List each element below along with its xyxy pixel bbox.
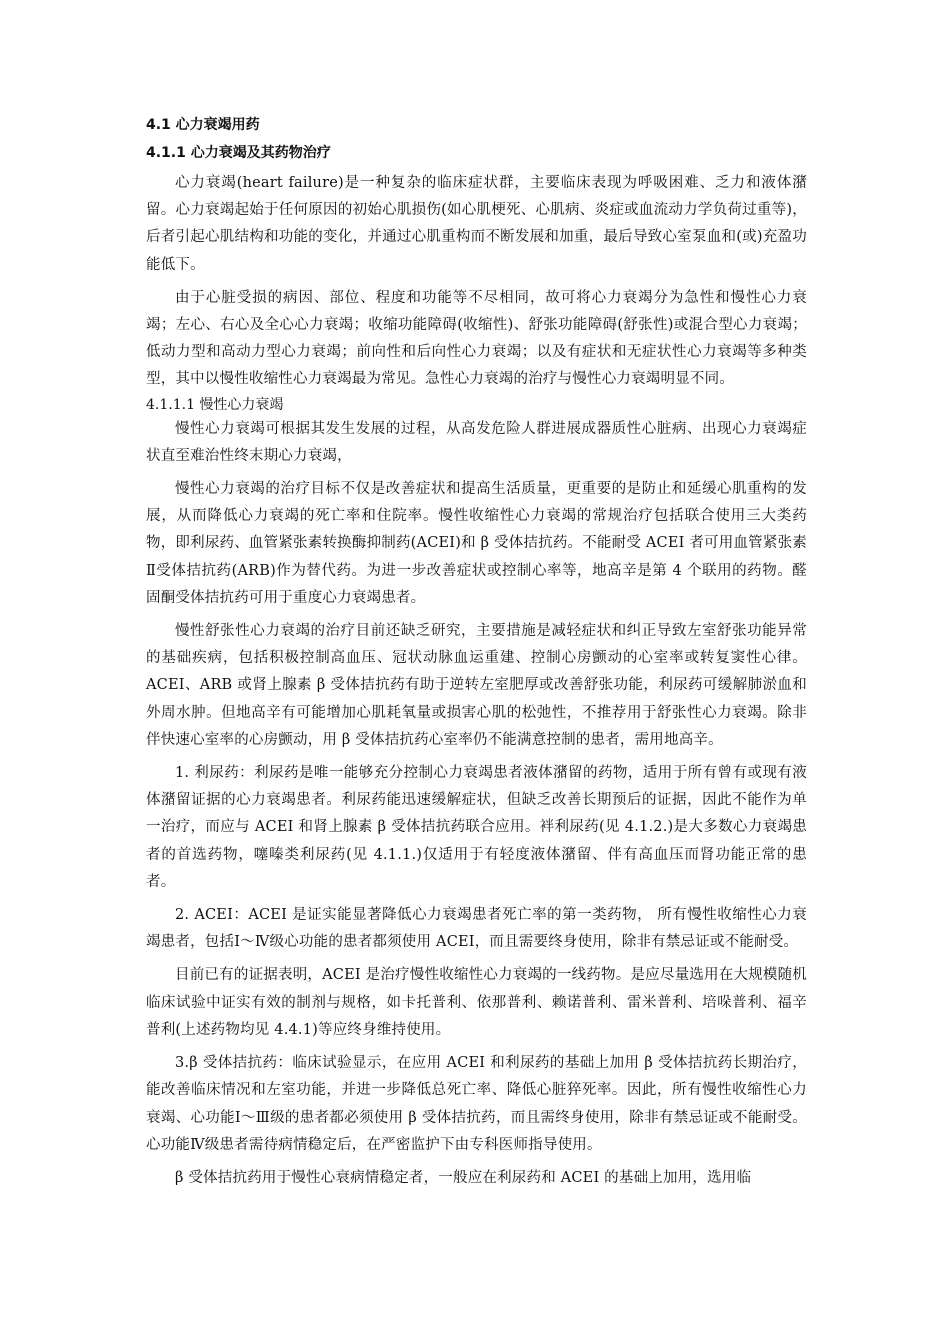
paragraph: 心力衰竭(heart failure)是一种复杂的临床症状群，主要临床表现为呼吸困难、乏力和液体潴留。心力衰竭起始于任何原因的初始心肌损伤(如心肌梗死、心肌病、炎症或血流动力学负荷过重等)，后者引起心肌结构和功能的变化，并通过心肌重构而不断发展和加重，最后导致心室泵血和(或)充盈功能低下。	[146, 175, 807, 273]
paragraph: 1. 利尿药：利尿药是唯一能够充分控制心力衰竭患者液体潴留的药物，适用于所有曾有或现有液体潴留证据的心力衰竭患者。利尿药能迅速缓解症状，但缺乏改善长期预后的证据，因此不能作为单一治疗，而应与 ACEI 和肾上腺素 β 受体拮抗药联合应用。袢利尿药(见 4.1.2.)是大多数心力衰竭患者的首选药物，噻嗪类利尿药(见 4.1.1.)仅适用于有轻度液体潴留、伴有高血压而肾功能正常的患者。	[146, 765, 807, 890]
paragraph: 由于心脏受损的病因、部位、程度和功能等不尽相同，故可将心力衰竭分为急性和慢性心力衰竭；左心、右心及全心心力衰竭；收缩功能障碍(收缩性)、舒张功能障碍(舒张性)或混合型心力衰竭；低动力型和高动力型心力衰竭；前向性和后向性心力衰竭；以及有症状和无症状性心力衰竭等多种类型，其中以慢性收缩性心力衰竭最为常见。急性心力衰竭的治疗与慢性心力衰竭明显不同。	[146, 289, 807, 388]
paragraph: 3.β 受体拮抗药：临床试验显示，在应用 ACEI 和利尿药的基础上加用 β 受体拮抗药长期治疗，能改善临床情况和左室功能，并进一步降低总死亡率、降低心脏猝死率。因此，所有慢性收缩性心力衰竭、心功能Ⅰ～Ⅲ级的患者都必须使用 β 受体拮抗药，而且需终身使用，除非有禁忌证或不能耐受。心功能Ⅳ级患者需待病情稳定后，在严密监护下由专科医师指导使用。	[146, 1055, 807, 1153]
paragraph: 慢性心力衰竭的治疗目标不仅是改善症状和提高生活质量，更重要的是防止和延缓心肌重构的发展，从而降低心力衰竭的死亡率和住院率。慢性收缩性心力衰竭的常规治疗包括联合使用三大类药物，即利尿药、血管紧张素转换酶抑制药(ACEI)和 β 受体拮抗药。不能耐受 ACEI 者可用血管紧张素Ⅱ受体拮抗药(ARB)作为替代药。为进一步改善症状或控制心率等，地高辛是第 4 个联用的药物。醛固酮受体拮抗药可用于重度心力衰竭患者。	[146, 481, 807, 606]
section-heading: 4.1 心力衰竭用药	[146, 117, 260, 133]
paragraph: 2. ACEI：ACEI 是证实能显著降低心力衰竭患者死亡率的第一类药物， 所有慢性收缩性心力衰竭患者，包括Ⅰ～Ⅳ级心功能的患者都须使用 ACEI，而且需要终身使用，除非有禁忌证或不能耐受。	[146, 907, 807, 951]
paragraph: β 受体拮抗药用于慢性心衰病情稳定者，一般应在利尿药和 ACEI 的基础上加用，选用临	[175, 1169, 752, 1186]
paragraph: 目前已有的证据表明，ACEI 是治疗慢性收缩性心力衰竭的一线药物。是应尽量选用在大规模随机临床试验中证实有效的制剂与规格，如卡托普利、依那普利、赖诺普利、雷米普利、培哚普利、福辛普利(上述药物均见 4.4.1)等应终身维持使用。	[146, 967, 807, 1038]
paragraph: 慢性心力衰竭可根据其发生发展的过程，从高发危险人群进展成器质性心脏病、出现心力衰竭症状直至难治性终末期心力衰竭，	[146, 420, 807, 464]
subsection-heading: 4.1.1 心力衰竭及其药物治疗	[146, 145, 331, 161]
paragraph: 慢性舒张性心力衰竭的治疗目前还缺乏研究，主要措施是减轻症状和纠正导致左室舒张功能异常的基础疾病，包括积极控制高血压、冠状动脉血运重建、控制心房颤动的心室率或转复窦性心律。ACEI、ARB 或肾上腺素 β 受体拮抗药有助于逆转左室肥厚或改善舒张功能，利尿药可缓解肺淤血和外周水肿。但地高辛有可能增加心肌耗氧量或损害心肌的松弛性，不推荐用于舒张性心力衰竭。除非伴快速心室率的心房颤动，用 β 受体拮抗药心室率仍不能满意控制的患者，需用地高辛。	[146, 623, 807, 748]
sub-subsection-heading: 4.1.1.1 慢性心力衰竭	[146, 396, 284, 413]
